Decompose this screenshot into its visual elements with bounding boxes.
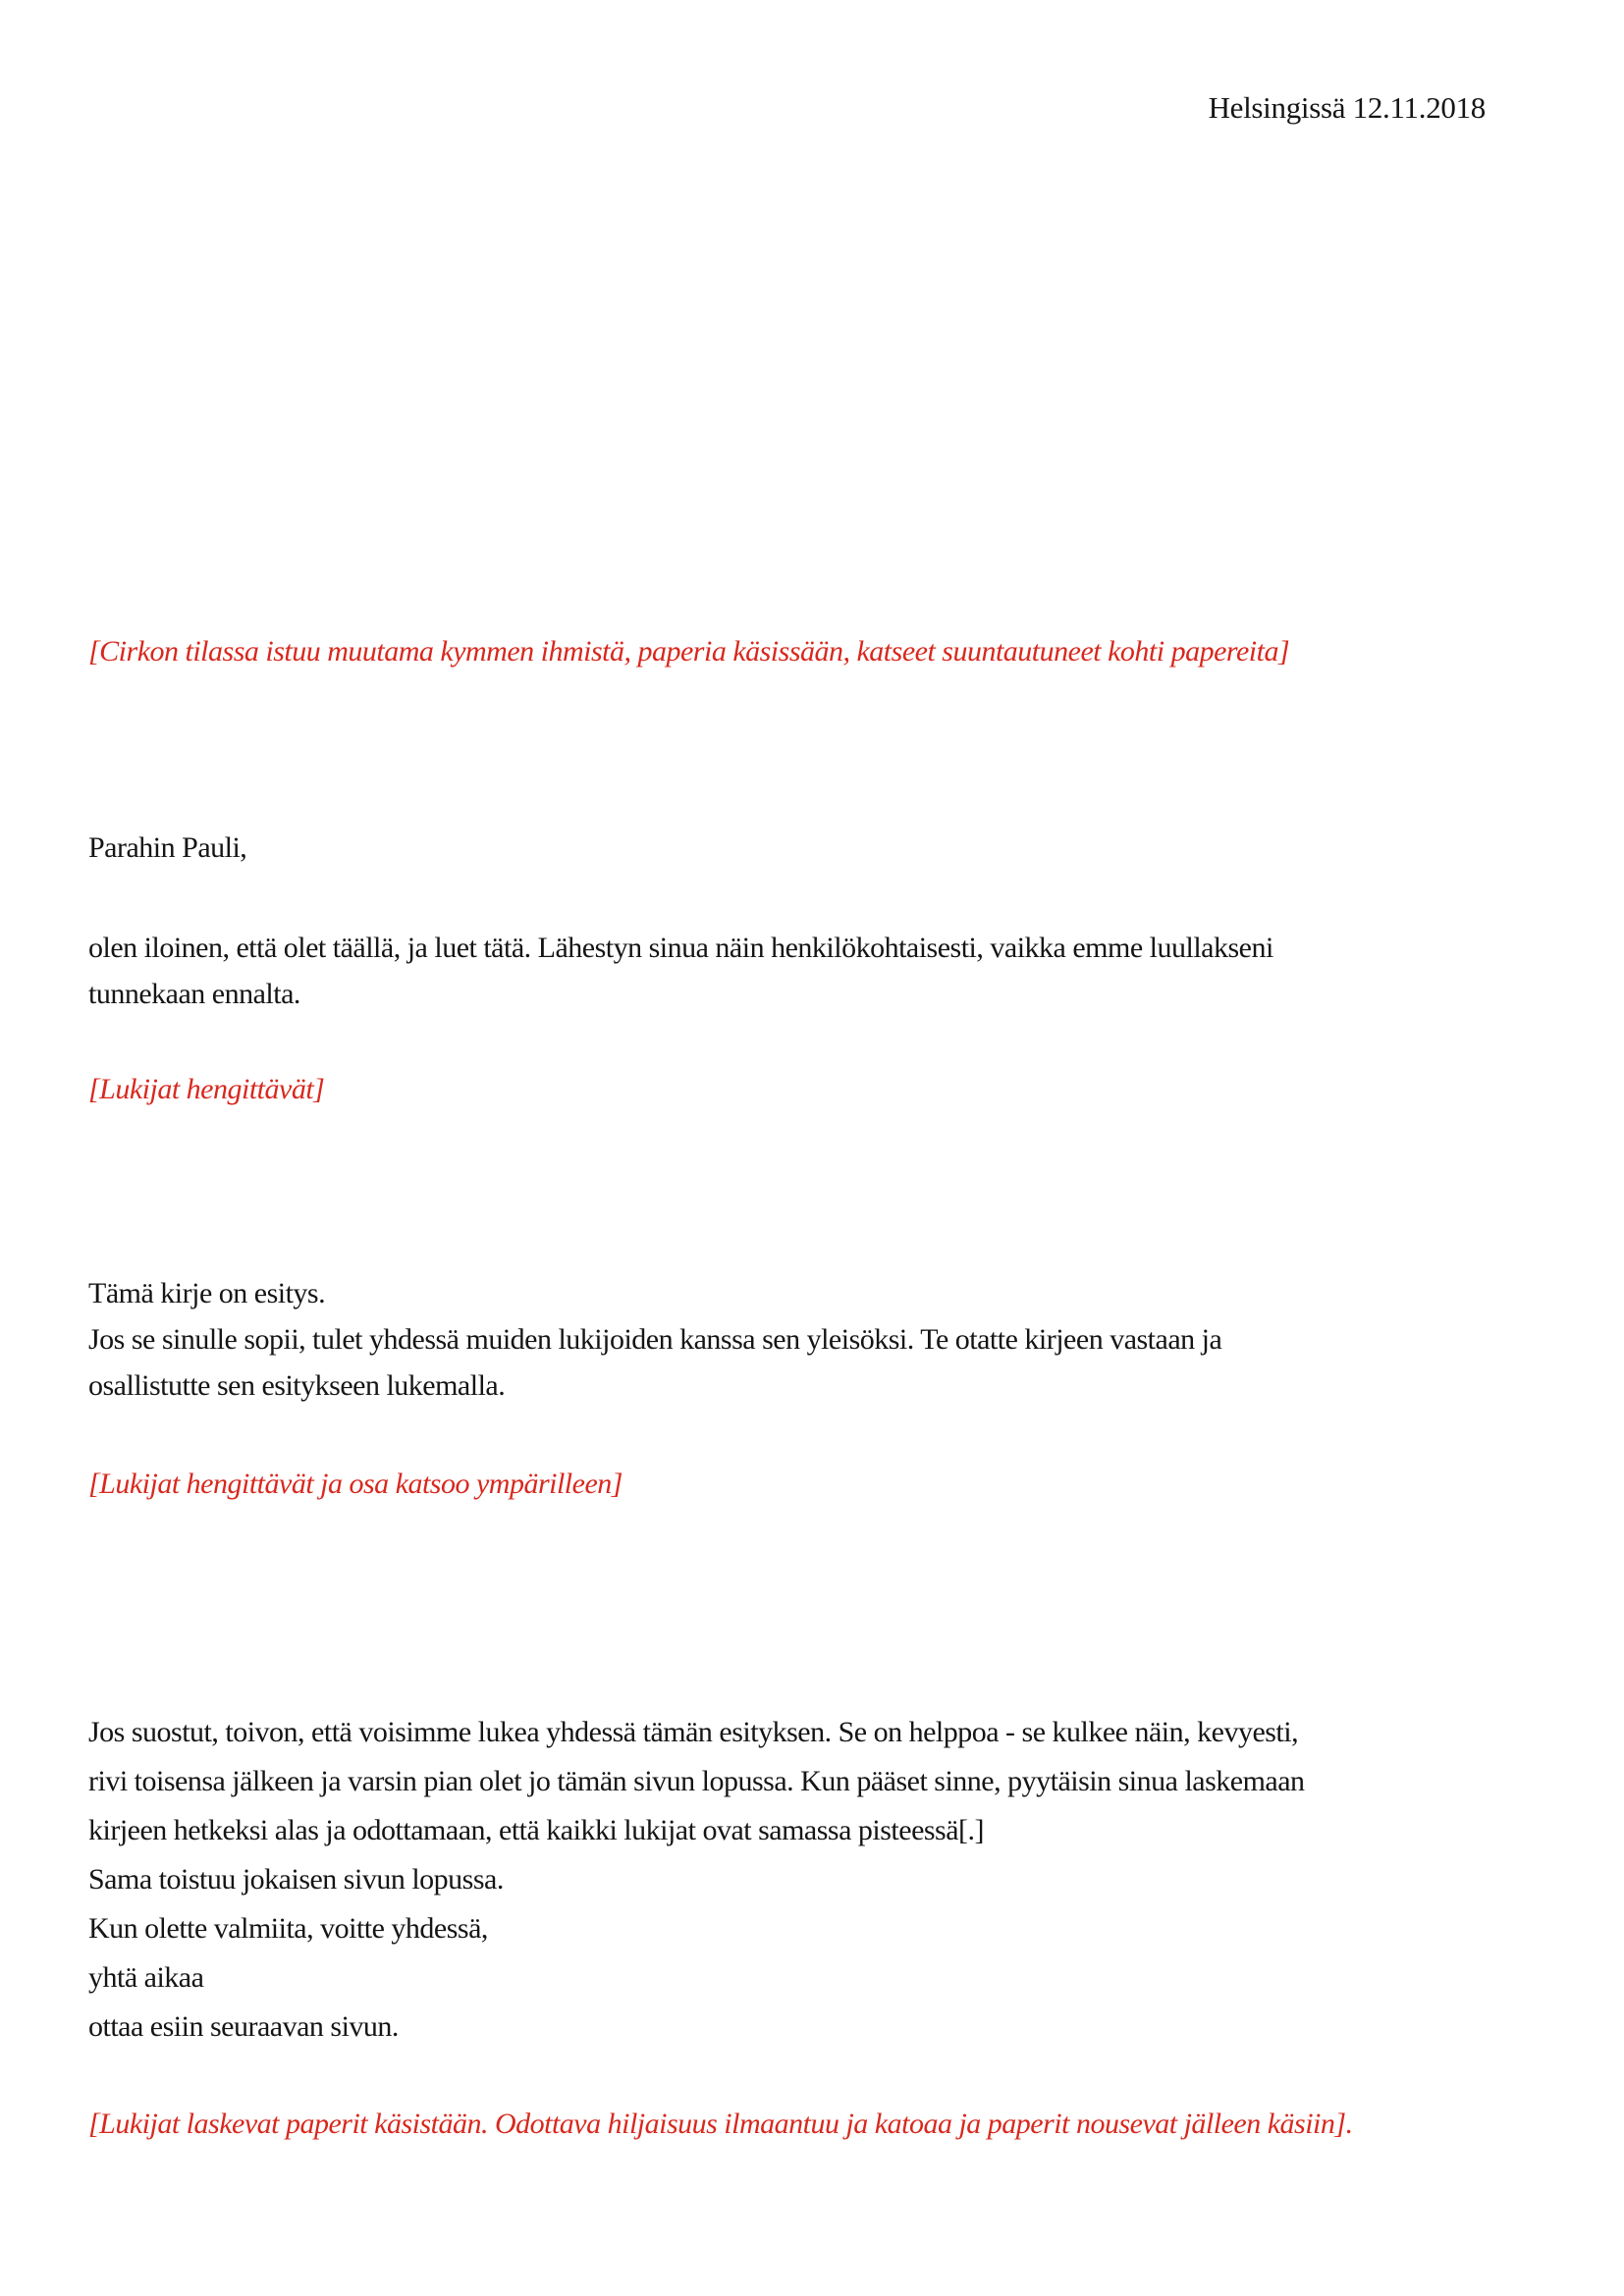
paragraph-3-line-6: yhtä aikaa	[88, 1961, 204, 1994]
stage-direction-1-text: [Cirkon tilassa istuu muutama kymmen ihmistä, paperia käsissään, katseet suuntautuneet kohti papereita]	[88, 635, 1290, 667]
paragraph-3-line-3: kirjeen hetkeksi alas ja odottamaan, että kaikki lukijat ovat samassa pisteessä[.]	[88, 1814, 985, 1846]
paragraph-3-line-5: Kun olette valmiita, voitte yhdessä,	[88, 1912, 488, 1945]
paragraph-1	[88, 925, 1565, 1017]
stage-direction-3-text: [Lukijat hengittävät ja osa katsoo ympärilleen]	[88, 1468, 623, 1500]
dateline: Helsingissä 12.11.2018	[1208, 90, 1486, 125]
stage-direction-2	[88, 1066, 1565, 1112]
paragraph-2-line-2: Jos se sinulle sopii, tulet yhdessä muiden lukijoiden kanssa sen yleisöksi. Te otatte kirjeen vastaan ja	[88, 1323, 1222, 1356]
stage-direction-2-text: [Lukijat hengittävät]	[88, 1073, 325, 1105]
stage-direction-3	[88, 1461, 1565, 1507]
paragraph-3	[88, 1708, 1565, 2052]
paragraph-2-line-3: osallistutte sen esitykseen lukemalla.	[88, 1369, 506, 1402]
paragraph-2	[88, 1270, 1565, 1409]
paragraph-1-line-2: tunnekaan ennalta.	[88, 978, 300, 1010]
paragraph-3-line-4: Sama toistuu jokaisen sivun lopussa.	[88, 1863, 504, 1896]
salutation-text: Parahin Pauli,	[88, 831, 247, 864]
paragraph-3-line-1: Jos suostut, toivon, että voisimme lukea yhdessä tämän esityksen. Se on helppoa - se kulkee näin, kevyesti,	[88, 1716, 1299, 1748]
stage-direction-4	[88, 2101, 1565, 2147]
paragraph-2-line-1: Tämä kirje on esitys.	[88, 1277, 326, 1309]
stage-direction-4-text: [Lukijat laskevat paperit käsistään. Odottava hiljaisuus ilmaantuu ja katoaa ja paperit nousevat jälleen käsiin].	[88, 2108, 1353, 2140]
stage-direction-1	[88, 628, 1565, 674]
paragraph-1-line-1: olen iloinen, että olet täällä, ja luet tätä. Lähestyn sinua näin henkilökohtaisesti, vaikka emme luullakseni	[88, 932, 1273, 964]
salutation	[88, 825, 1565, 871]
paragraph-3-line-2: rivi toisensa jälkeen ja varsin pian olet jo tämän sivun lopussa. Kun pääset sinne, pyytäisin sinua laskemaan	[88, 1765, 1305, 1797]
paragraph-3-line-7: ottaa esiin seuraavan sivun.	[88, 2010, 399, 2043]
